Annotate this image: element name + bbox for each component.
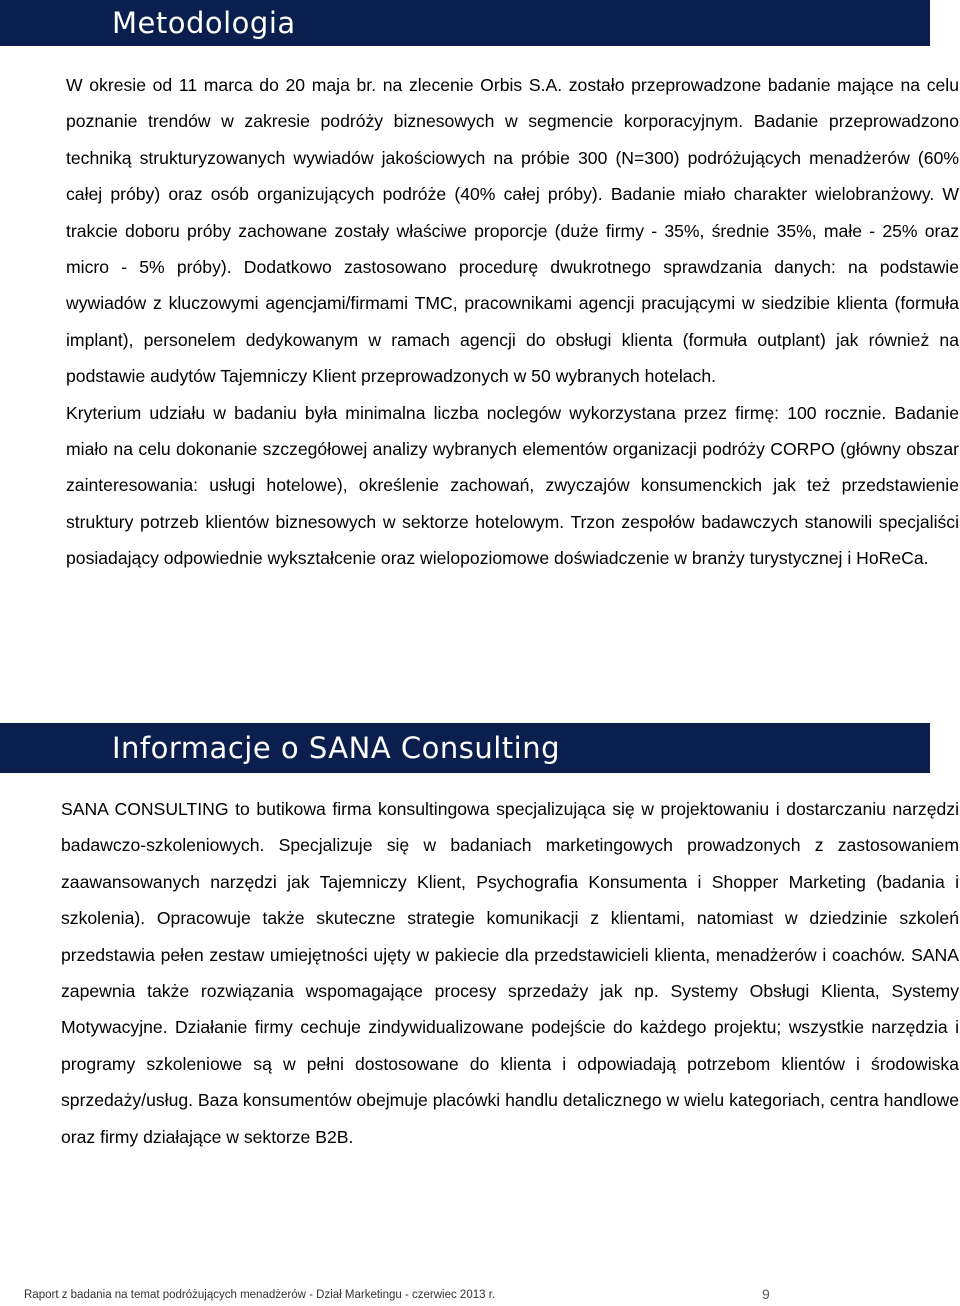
section-heading-sana-consulting: Informacje o SANA Consulting — [0, 723, 930, 773]
section-body-metodologia — [66, 67, 959, 577]
page-footer — [24, 1286, 934, 1306]
footer-text: Raport z badania na temat podróżujących menadżerów - Dział Marketingu - czerwiec 2013 r. — [24, 1289, 496, 1301]
paragraph: Kryterium udziału w badaniu była minimalna liczba noclegów wykorzystana przez firmę: 100 rocznie. Badanie miało na celu dokonanie szczegółowej analizy wybranych elementów organizacji podróży CORPO (główny obszar zainteresowania: usługi hotelowe), określenie zachowań, zwyczajów konsumenckich jak też przedstawienie struktury potrzeb klientów biznesowych w sektorze hotelowym. Trzon zespołów badawczych stanowili specjaliści posiadający odpowiednie wykształcenie oraz wielopoziomowe doświadczenie w branży turystycznej i HoReCa. — [66, 402, 959, 569]
paragraph: W okresie od 11 marca do 20 maja br. na zlecenie Orbis S.A. zostało przeprowadzone badanie mające na celu poznanie trendów w zakresie podróży biznesowych w segmencie korporacyjnym. Badanie przeprowadzono techniką strukturyzowanych wywiadów jakościowych na próbie 300 (N=300) podróżujących menadżerów (60% całej próby) oraz osób organizujących podróże (40% całej próby). Badanie miało charakter wielobranżowy. W trakcie doboru próby zachowane zostały właściwe proporcje (duże firmy - 35%, średnie 35%, małe - 25% oraz micro - 5% próby). Dodatkowo zastosowano procedurę dwukrotnego sprawdzania danych: na podstawie wywiadów z kluczowymi agencjami/firmami TMC, pracownikami agencji pracującymi w siedzibie klienta (formuła implant), personelem dedykowanym w ramach agencji do obsługi klienta (formuła outplant) jak również na podstawie audytów Tajemniczy Klient przeprowadzonych w 50 wybranych hotelach. — [66, 75, 959, 387]
section-heading-metodologia: Metodologia — [0, 0, 930, 46]
section-body-sana-consulting — [61, 791, 959, 1155]
paragraph: SANA CONSULTING to butikowa firma konsultingowa specjalizująca się w projektowaniu i dostarczaniu narzędzi badawczo-szkoleniowych. Specjalizuje się w badaniach marketingowych prowadzonych z zastosowaniem zaawansowanych narzędzi jak Tajemniczy Klient, Psychografia Konsumenta i Shopper Marketing (badania i szkolenia). Opracowuje także skuteczne strategie komunikacji z klientami, natomiast w dziedzinie szkoleń przedstawia pełen zestaw umiejętności ujęty w pakiecie dla przedstawicieli klienta, menadżerów i coachów. SANA zapewnia także rozwiązania wspomagające procesy sprzedaży jak np. Systemy Obsługi Klienta, Systemy Motywacyjne. Działanie firmy cechuje zindywidualizowane podejście do każdego projektu; wszystkie narzędzia i programy szkoleniowe są w pełni dostosowane do klienta i odpowiadają potrzebom klientów i środowiska sprzedaży/usług. Baza konsumentów obejmuje placówki handlu detalicznego w wielu kategoriach, centra handlowe oraz firmy działające w sektorze B2B. — [61, 799, 959, 1147]
page-number: 9 — [762, 1286, 770, 1302]
